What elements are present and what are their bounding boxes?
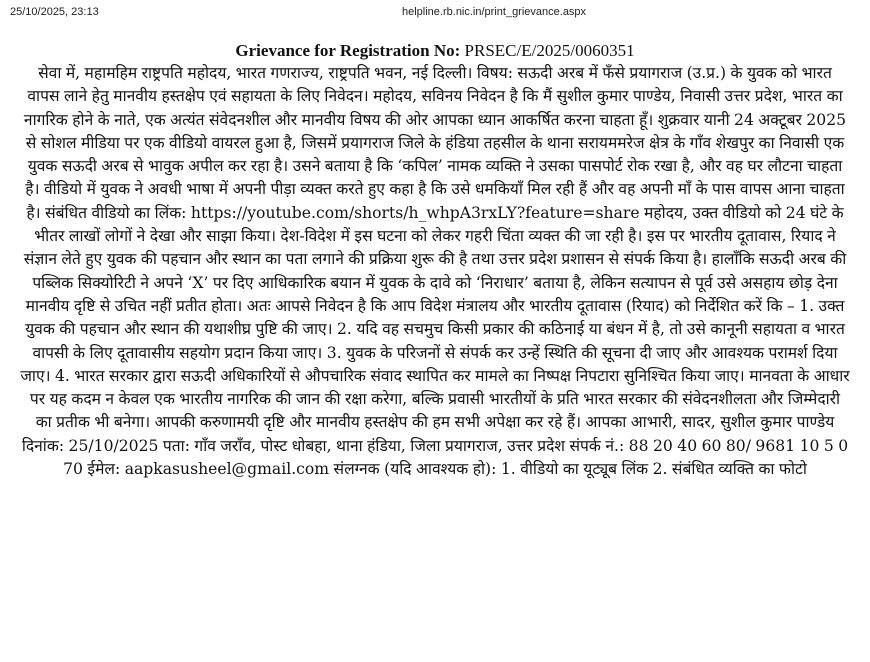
salutation: सेवा में, महामहिम राष्ट्रपति महोदय, भारत गणराज्य, राष्ट्रपति भवन, नई दिल्ली। <box>38 64 473 82</box>
date: 25/10/2025 <box>68 436 159 455</box>
email: aapkasusheel@gmail.com <box>124 460 330 479</box>
video-link-label: संबंधित वीडियो का लिंक: <box>45 203 187 222</box>
intro-paragraph: महोदय, सविनय निवेदन है कि मैं सुशील कुमार पाण्डेय, निवासी उत्तर प्रदेश, भारत का नागरिक होने के नाते, एक अत्यंत संवेदनशील और मानवीय विषय की ओर आपका ध्यान आकर्षित करना चाहता हूँ। <box>23 87 843 129</box>
contact-numbers: 88 20 40 60 80/ 9681 10 5 0 70 <box>63 436 849 479</box>
registration-number: PRSEC/E/2025/0060351 <box>464 41 635 60</box>
address: गाँव जराँव, पोस्ट धोबहा, थाना हंडिया, जिला प्रयागराज, उत्तर प्रदेश <box>194 436 566 455</box>
attachments: 1. वीडियो का यूट्यूब लिंक 2. संबंधित व्यक्ति का फोटो <box>500 460 807 479</box>
security-statement: हालाँकि सऊदी अरब की पब्लिक सिक्योरिटी ने अपने ‘X’ पर दिए आधिकारिक बयान में युवक के दावे को ‘निराधार’ बताया है, लेकिन सत्यापन से पूर्व उसे असहाय छोड़ देना मानवीय दृष्टि से उचित नहीं प्रतीत होता। <box>25 250 847 315</box>
closing: आपका आभारी, सादर, सुशील कुमार पाण्डेय <box>585 413 835 432</box>
print-header <box>10 6 860 22</box>
title-label: Grievance for Registration No: <box>235 41 461 60</box>
grievance-title <box>0 40 870 62</box>
subject: विषय: सऊदी अरब में फँसे प्रयागराज (उ.प्र.) के युवक को भारत वापस लाने हेतु मानवीय हस्तक्षेप एवं सहायता के लिए निवेदन। <box>27 64 832 106</box>
request-item: 1. उक्त युवक की पहचान और स्थान की यथाशीघ्र पुष्टि की जाए। <box>25 296 845 339</box>
attachments-label: संलग्नक (यदि आवश्यक हो): <box>333 460 497 479</box>
request-item: 4. भारत सरकार द्वारा सऊदी अधिकारियों से औपचारिक संवाद स्थापित कर मामले का निष्पक्ष निपटारा सुनिश्चित किया जाए। <box>54 366 745 385</box>
video-link: https://youtube.com/shorts/h_whpA3rxLY?feature=share <box>190 203 640 222</box>
contact-label: संपर्क नं.: <box>569 436 625 455</box>
print-timestamp: 25/10/2025, 23:13 <box>10 6 99 18</box>
date-label: दिनांक: <box>21 436 65 455</box>
grievance-body <box>20 62 850 481</box>
embassy-action: इस पर भारतीय दूतावास, रियाद ने संज्ञान लेते हुए युवक की पहचान और स्थान का पता लगाने की प्रक्रिया शुरू की है तथा उत्तर प्रदेश प्रशासन से संपर्क किया है। <box>23 227 836 269</box>
request-item: 3. युवक के परिजनों से संपर्क कर उन्हें स्थिति की सूचना दी जाए और आवश्यक परामर्श दिया जाए। <box>20 343 838 385</box>
request-intro: अतः आपसे निवेदन है कि आप विदेश मंत्रालय और भारतीय दूतावास (रियाद) को निर्देशित करें कि – <box>246 296 795 315</box>
conclusion: मानवता के आधार पर यह कदम न केवल एक भारतीय नागरिक की जान की रक्षा करेगा, बल्कि प्रवासी भारतीयों के प्रति भारत सरकार की संवेदनशीलता और जिम्मेदारी का प्रतीक भी बनेगा। आपकी करुणामयी दृष्टि और मानवीय हस्तक्षेप की हम सभी अपेक्षा कर रहे हैं। <box>29 366 850 432</box>
email-label: ईमेल: <box>87 460 121 479</box>
incident-description: शुक्रवार यानी 24 अक्टूबर 2025 से सोशल मीडिया पर एक वीडियो वायरल हुआ है, जिसमें प्रयागराज जिले के हंडिया तहसील के थाना सरायममरेज क्षेत्र के गाँव शेखपुर का निवासी एक युवक सऊदी अरब से भावुक अपील कर रहा है। उसने बताया है कि ‘कपिल’ नामक व्यक्ति ने उसका पासपोर्ट रोक रखा है, और वह घर लौटना चाहता है। वीडियो में युवक ने अवधी भाषा में अपनी पीड़ा व्यक्त करते हुए कहा है कि उसे धमकियाँ मिल रही हैं और वह अपनी माँ के पास वापस आना चाहता है। <box>25 110 847 222</box>
request-item: 2. यदि वह सचमुच किसी प्रकार की कठिनाई या बंधन में है, तो उसे कानूनी सहायता व भारत वापसी के लिए दूतावासीय सहयोग प्रदान किया जाए। <box>32 320 845 362</box>
spread-description: महोदय, उक्त वीडियो को 24 घंटे के भीतर लाखों लोगों ने देखा और साझा किया। देश-विदेश में इस घटना को लेकर गहरी चिंता व्यक्त की जा रही है। <box>34 203 844 246</box>
print-url: helpline.rb.nic.in/print_grievance.aspx <box>402 6 587 18</box>
address-label: पता: <box>162 436 190 455</box>
